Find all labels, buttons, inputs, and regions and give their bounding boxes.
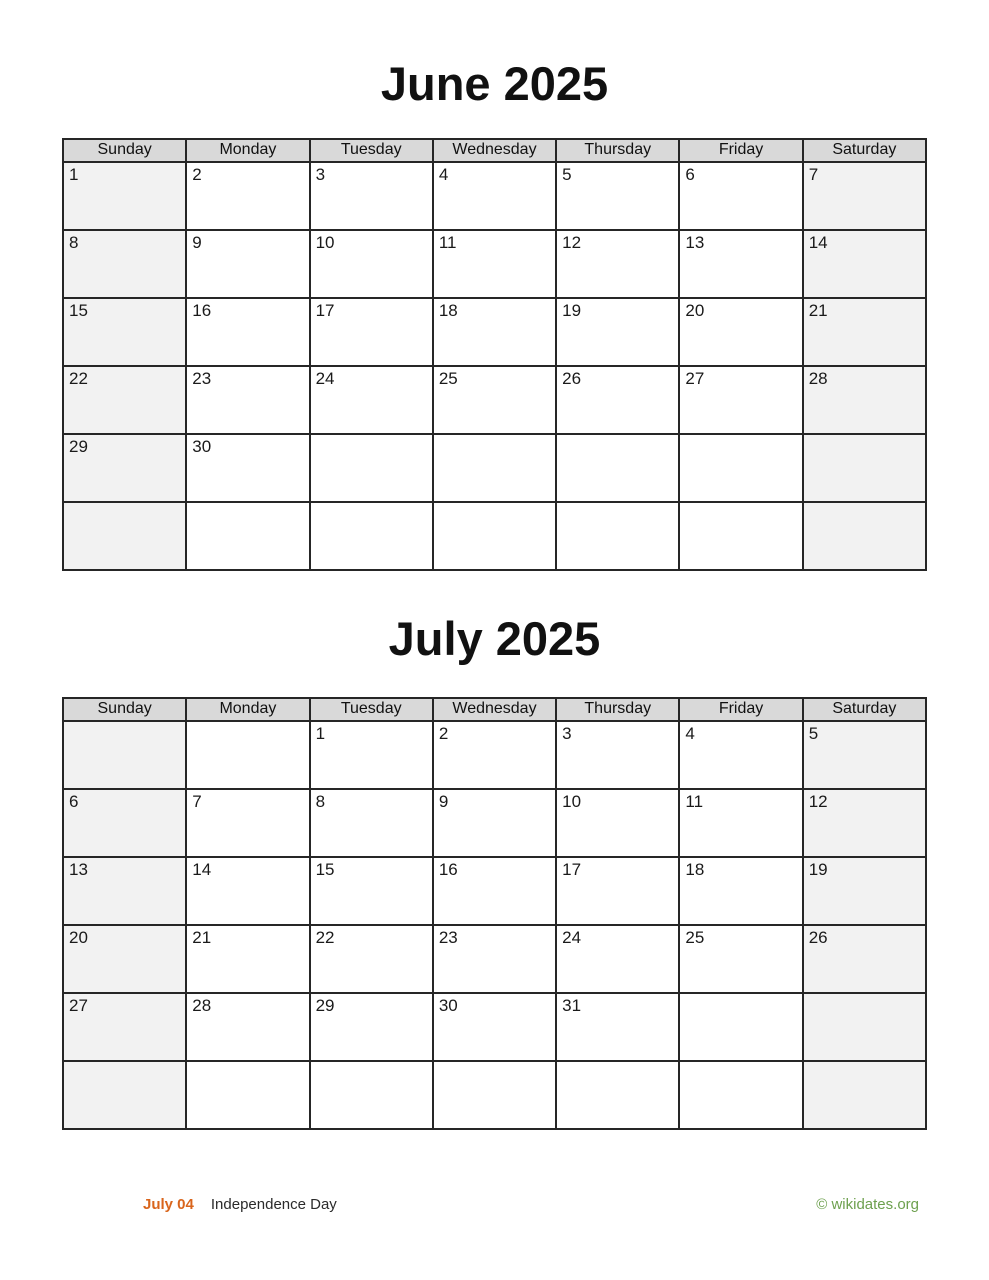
day-cell-empty	[310, 434, 433, 502]
day-cell-29	[63, 434, 186, 502]
day-cell-23	[433, 925, 556, 993]
day-number: 2	[192, 165, 202, 184]
day-cell-empty	[63, 502, 186, 570]
weekday-header-wednesday: Wednesday	[433, 698, 556, 721]
day-number: 23	[438, 928, 458, 947]
day-cell-21	[186, 925, 309, 993]
weekday-header-row	[63, 139, 926, 162]
day-number: 19	[562, 301, 582, 320]
day-number: 24	[562, 928, 582, 947]
day-number: 15	[69, 301, 88, 320]
day-number: 19	[808, 860, 828, 879]
day-cell-6	[679, 162, 802, 230]
day-cell-empty	[310, 502, 433, 570]
day-cell-empty	[186, 721, 309, 789]
june-month-table	[62, 138, 927, 571]
day-cell-4	[679, 721, 802, 789]
weekday-header-friday: Friday	[679, 698, 802, 721]
weekday-header-saturday: Saturday	[803, 139, 926, 162]
day-cell-empty	[186, 1061, 309, 1129]
week-row	[63, 434, 926, 502]
day-cell-16	[186, 298, 309, 366]
day-cell-18	[679, 857, 802, 925]
day-cell-empty	[63, 721, 186, 789]
day-number: 14	[808, 233, 828, 252]
weekday-header-saturday: Saturday	[803, 698, 926, 721]
day-cell-8	[310, 789, 433, 857]
day-cell-11	[679, 789, 802, 857]
weekday-header-sunday: Sunday	[63, 139, 186, 162]
day-number: 25	[685, 928, 705, 947]
day-number: 4	[685, 724, 695, 743]
day-cell-24	[310, 366, 433, 434]
june-weeks-body	[63, 162, 926, 570]
day-number: 18	[438, 301, 458, 320]
day-number: 23	[192, 369, 212, 388]
day-number: 7	[192, 792, 202, 811]
day-cell-15	[63, 298, 186, 366]
day-cell-31	[556, 993, 679, 1061]
day-cell-5	[803, 721, 926, 789]
day-number: 18	[685, 860, 705, 879]
day-cell-28	[803, 366, 926, 434]
day-number: 9	[192, 233, 202, 252]
day-cell-7	[186, 789, 309, 857]
day-cell-3	[310, 162, 433, 230]
week-row	[63, 502, 926, 570]
day-cell-16	[433, 857, 556, 925]
day-cell-22	[310, 925, 433, 993]
day-cell-empty	[803, 502, 926, 570]
day-cell-empty	[186, 502, 309, 570]
week-row	[63, 993, 926, 1061]
day-cell-15	[310, 857, 433, 925]
weekday-header-tuesday: Tuesday	[310, 698, 433, 721]
week-row	[63, 1061, 926, 1129]
day-number: 28	[192, 996, 212, 1015]
day-number: 1	[69, 165, 79, 184]
july-title: July 2025	[388, 612, 601, 665]
day-cell-12	[803, 789, 926, 857]
day-cell-empty	[679, 1061, 802, 1129]
june-weekday-header	[63, 139, 926, 162]
day-cell-21	[803, 298, 926, 366]
day-number: 8	[69, 233, 79, 252]
day-number: 22	[315, 928, 335, 947]
day-number: 9	[438, 792, 449, 811]
day-number: 26	[808, 928, 828, 947]
day-cell-25	[679, 925, 802, 993]
day-cell-13	[63, 857, 186, 925]
day-number: 26	[562, 369, 582, 388]
copyright-link[interactable]: © wikidates.org	[816, 1196, 919, 1213]
day-number: 5	[562, 165, 572, 184]
day-cell-28	[186, 993, 309, 1061]
day-cell-empty	[556, 434, 679, 502]
day-cell-20	[63, 925, 186, 993]
day-cell-22	[63, 366, 186, 434]
day-cell-empty	[556, 502, 679, 570]
day-number: 25	[438, 369, 458, 388]
day-cell-25	[433, 366, 556, 434]
day-cell-12	[556, 230, 679, 298]
day-cell-6	[63, 789, 186, 857]
weekday-header-thursday: Thursday	[556, 139, 679, 162]
day-number: 17	[315, 301, 335, 320]
day-cell-14	[186, 857, 309, 925]
day-number: 31	[562, 996, 582, 1015]
day-number: 10	[562, 792, 582, 811]
day-number: 12	[808, 792, 828, 811]
day-cell-20	[679, 298, 802, 366]
day-cell-14	[803, 230, 926, 298]
day-cell-empty	[433, 434, 556, 502]
day-cell-7	[803, 162, 926, 230]
day-number: 15	[315, 860, 335, 879]
day-number: 13	[685, 233, 705, 252]
week-row	[63, 789, 926, 857]
day-cell-9	[433, 789, 556, 857]
day-cell-30	[433, 993, 556, 1061]
day-number: 29	[69, 437, 88, 456]
week-row	[63, 857, 926, 925]
day-cell-5	[556, 162, 679, 230]
day-cell-empty	[433, 502, 556, 570]
weekday-header-monday: Monday	[186, 698, 309, 721]
day-number: 20	[685, 301, 705, 320]
day-number: 22	[69, 369, 88, 388]
day-cell-1	[63, 162, 186, 230]
day-cell-empty	[679, 993, 802, 1061]
day-number: 7	[808, 165, 819, 184]
day-cell-8	[63, 230, 186, 298]
day-cell-empty	[803, 993, 926, 1061]
holiday-name: Independence Day	[210, 1196, 337, 1213]
june-calendar-section	[0, 0, 989, 571]
day-cell-3	[556, 721, 679, 789]
day-cell-empty	[679, 434, 802, 502]
day-number: 30	[438, 996, 458, 1015]
day-cell-30	[186, 434, 309, 502]
day-number: 6	[685, 165, 695, 184]
day-cell-29	[310, 993, 433, 1061]
weekday-header-sunday: Sunday	[63, 698, 186, 721]
day-cell-10	[310, 230, 433, 298]
day-number: 1	[315, 724, 326, 743]
day-cell-empty	[803, 434, 926, 502]
day-number: 6	[69, 792, 79, 811]
day-number: 3	[315, 165, 326, 184]
day-cell-empty	[310, 1061, 433, 1129]
day-number: 16	[192, 301, 212, 320]
day-cell-19	[803, 857, 926, 925]
weekday-header-tuesday: Tuesday	[310, 139, 433, 162]
holiday-note	[143, 1196, 337, 1213]
july-calendar-section	[0, 571, 989, 1130]
week-row	[63, 925, 926, 993]
day-cell-27	[679, 366, 802, 434]
week-row	[63, 298, 926, 366]
july-weeks-body	[63, 721, 926, 1129]
weekday-header-thursday: Thursday	[556, 698, 679, 721]
day-number: 8	[315, 792, 326, 811]
day-cell-19	[556, 298, 679, 366]
day-cell-26	[556, 366, 679, 434]
day-number: 27	[69, 996, 88, 1015]
day-cell-1	[310, 721, 433, 789]
day-number: 14	[192, 860, 212, 879]
day-cell-4	[433, 162, 556, 230]
day-number: 21	[192, 928, 212, 947]
day-number: 17	[562, 860, 582, 879]
day-cell-empty	[803, 1061, 926, 1129]
july-weekday-header	[63, 698, 926, 721]
day-number: 3	[562, 724, 572, 743]
day-cell-empty	[433, 1061, 556, 1129]
day-number: 27	[685, 369, 705, 388]
day-cell-11	[433, 230, 556, 298]
day-number: 12	[562, 233, 582, 252]
day-number: 2	[438, 724, 449, 743]
day-cell-17	[310, 298, 433, 366]
day-cell-27	[63, 993, 186, 1061]
day-cell-2	[433, 721, 556, 789]
day-number: 16	[438, 860, 458, 879]
week-row	[63, 721, 926, 789]
weekday-header-monday: Monday	[186, 139, 309, 162]
holiday-date: July 04	[143, 1196, 194, 1213]
day-number: 30	[192, 437, 212, 456]
day-number: 10	[315, 233, 335, 252]
weekday-header-wednesday: Wednesday	[433, 139, 556, 162]
day-number: 13	[69, 860, 88, 879]
weekday-header-friday: Friday	[679, 139, 802, 162]
day-number: 29	[315, 996, 335, 1015]
day-cell-23	[186, 366, 309, 434]
week-row	[63, 366, 926, 434]
day-cell-10	[556, 789, 679, 857]
day-cell-empty	[556, 1061, 679, 1129]
day-number: 21	[808, 301, 828, 320]
weekday-header-row	[63, 698, 926, 721]
day-cell-17	[556, 857, 679, 925]
day-cell-empty	[679, 502, 802, 570]
day-cell-26	[803, 925, 926, 993]
day-cell-24	[556, 925, 679, 993]
day-number: 24	[315, 369, 335, 388]
july-month-table	[62, 697, 927, 1130]
week-row	[63, 162, 926, 230]
day-number: 20	[69, 928, 88, 947]
day-cell-13	[679, 230, 802, 298]
day-cell-9	[186, 230, 309, 298]
footer	[0, 1172, 989, 1280]
day-cell-18	[433, 298, 556, 366]
day-number: 11	[438, 233, 457, 252]
day-cell-empty	[63, 1061, 186, 1129]
day-number: 5	[808, 724, 819, 743]
day-number: 11	[685, 792, 704, 811]
day-number: 4	[438, 165, 449, 184]
day-number: 28	[808, 369, 828, 388]
week-row	[63, 230, 926, 298]
june-title: June 2025	[380, 57, 609, 110]
day-cell-2	[186, 162, 309, 230]
